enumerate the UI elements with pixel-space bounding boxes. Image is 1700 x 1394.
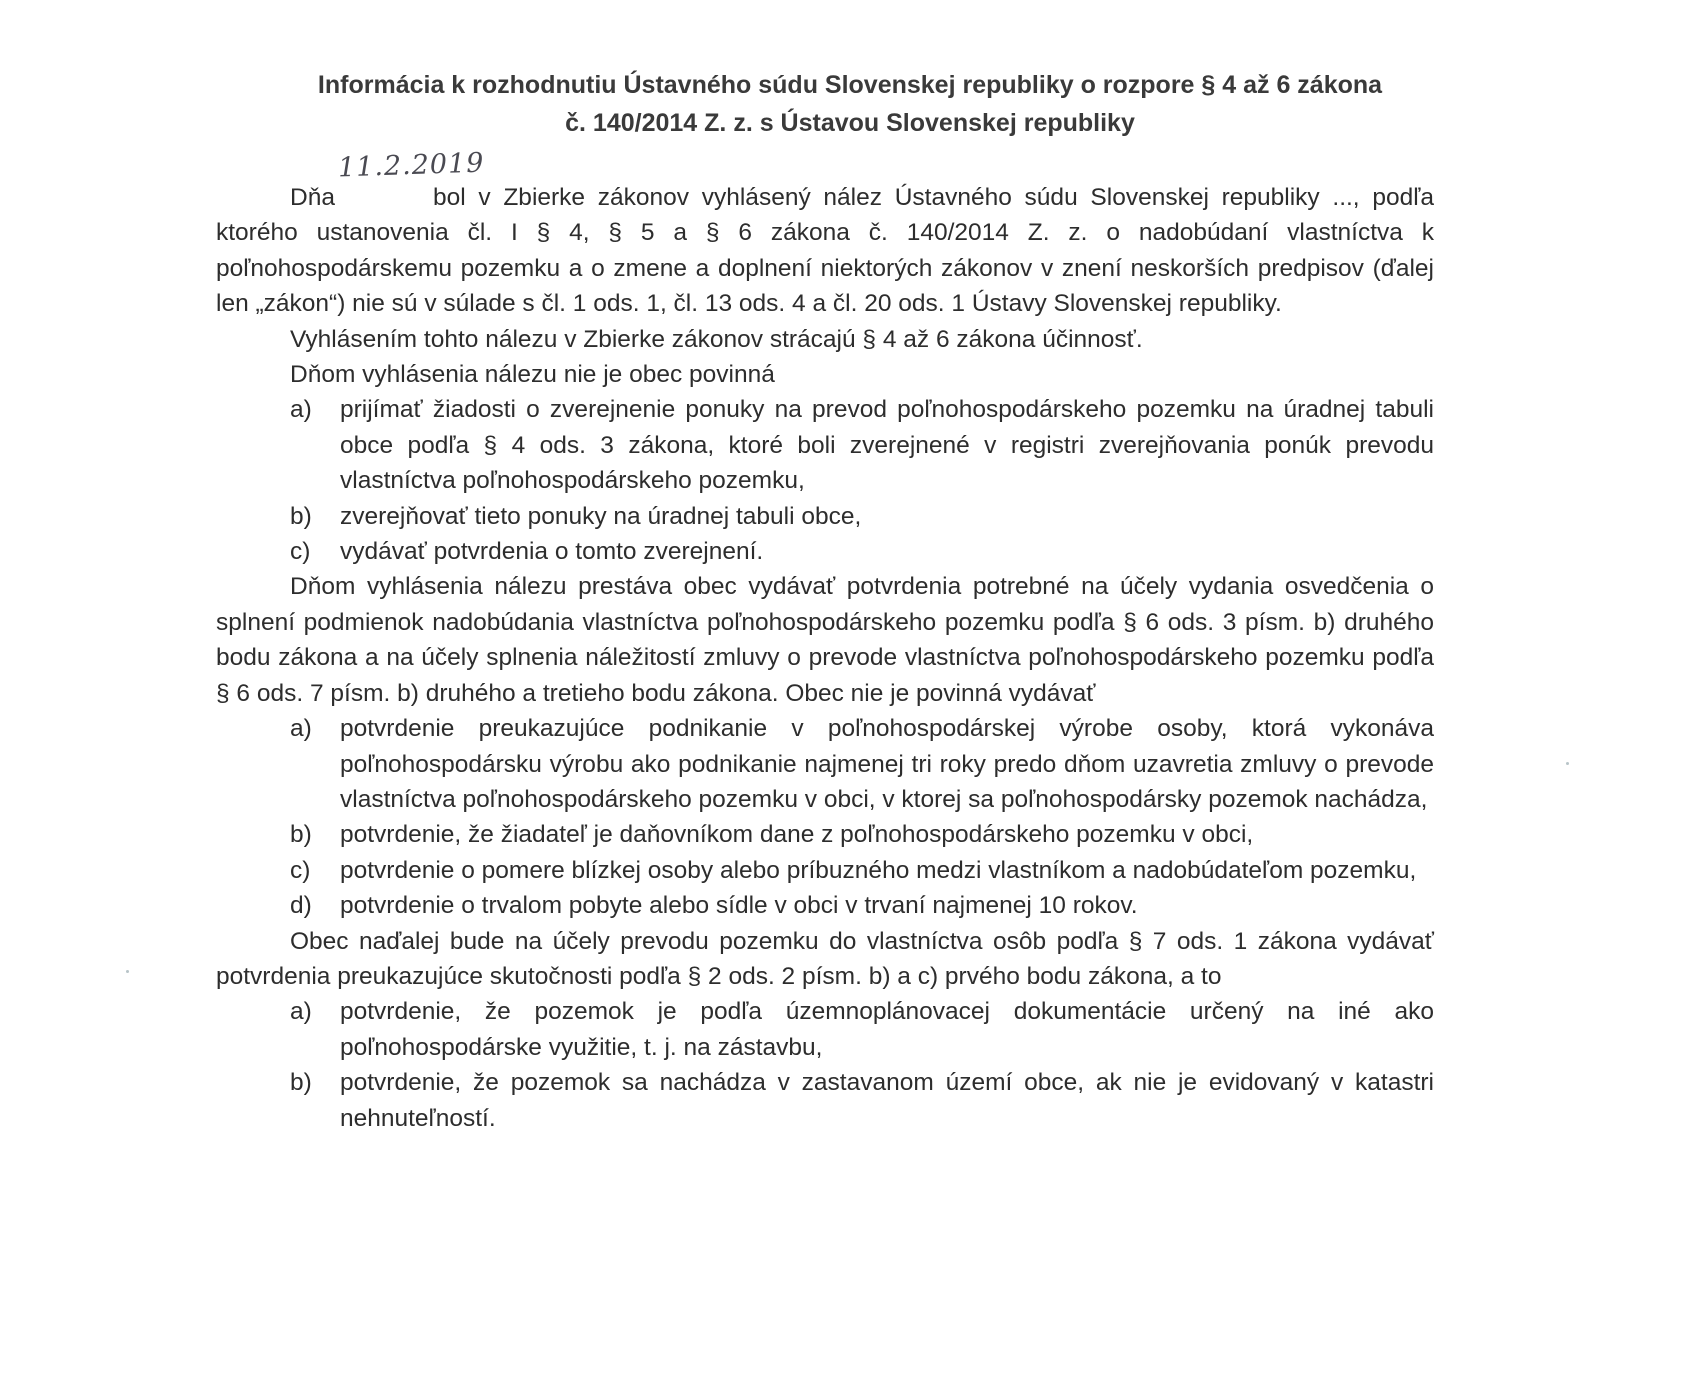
- document-body: [216, 180, 1434, 1136]
- list-item: [216, 499, 1434, 534]
- list-item-text: potvrdenie o trvalom pobyte alebo sídle v obci v trvaní najmenej 10 rokov.: [340, 892, 1138, 920]
- list-item: [216, 994, 1434, 1065]
- title-line-1: Informácia k rozhodnutiu Ústavného súdu Slovenskej republiky o rozpore § 4 až 6 zákona: [317, 71, 1383, 99]
- paragraph-intro-start: Dňa: [290, 184, 335, 211]
- paragraph-effect: Vyhlásením tohto nálezu v Zbierke zákonov strácajú § 4 až 6 zákona účinnosť.: [290, 325, 1143, 353]
- list-item: [216, 853, 1434, 888]
- handwritten-date: 11.2.2019: [337, 147, 485, 184]
- list-item-text: potvrdenie preukazujúce podnikanie v poľnohospodárskej výrobe osoby, ktorá vykonáva poľnohospodársku výrobu ako podnikanie najmenej tri roky predo dňom uzavretia zmluvy o prevode vlastníctva poľnohospodárskeho pozemku v obci, v ktorej sa poľnohospodársky pozemok nachádza,: [340, 715, 1434, 813]
- list-marker: a): [290, 396, 312, 424]
- list-marker: a): [290, 998, 312, 1026]
- list-item: [216, 392, 1434, 498]
- list-marker: c): [290, 538, 311, 566]
- list-item-text: vydávať potvrdenia o tomto zverejnení.: [340, 538, 764, 566]
- list-not-obliged: [216, 392, 1434, 569]
- list-marker: b): [290, 1069, 312, 1097]
- list-marker: b): [290, 821, 312, 849]
- list-item: [216, 534, 1434, 569]
- list-item: [216, 711, 1434, 817]
- list-item-text: zverejňovať tieto ponuky na úradnej tabuli obce,: [340, 502, 862, 530]
- list-item-text: potvrdenie, že žiadateľ je daňovníkom dane z poľnohospodárskeho pozemku v obci,: [340, 821, 1254, 849]
- list-item: [216, 888, 1434, 923]
- list-marker: a): [290, 715, 312, 743]
- list-continues-issuing: [216, 994, 1434, 1136]
- paragraph-stops-issuing: Dňom vyhlásenia nálezu prestáva obec vydávať potvrdenia potrebné na účely vydania osvedčenia o splnení podmienok nadobúdania vlastníctva poľnohospodárskeho pozemku podľa § 6 ods. 3 písm. b) druhého bodu zákona a na účely splnenia náležitostí zmluvy o prevode vlastníctva poľnohospodárskeho pozemku podľa § 6 ods. 7 písm. b) druhého a tretieho bodu zákona. Obec nie je povinná vydávať: [216, 573, 1434, 707]
- list-marker: c): [290, 856, 311, 884]
- scan-speck: [126, 970, 129, 973]
- document-title: [0, 66, 1700, 142]
- list-marker: b): [290, 502, 312, 530]
- list-marker: d): [290, 892, 312, 920]
- list-not-obliged-to-issue: [216, 711, 1434, 923]
- paragraph-continues-issuing: Obec naďalej bude na účely prevodu pozemku do vlastníctva osôb podľa § 7 ods. 1 zákona vydávať potvrdenia preukazujúce skutočnosti podľa § 2 ods. 2 písm. b) a c) prvého bodu zákona, a to: [216, 927, 1434, 990]
- title-line-2: č. 140/2014 Z. z. s Ústavou Slovenskej republiky: [565, 109, 1135, 137]
- paragraph-intro: [216, 180, 1434, 322]
- paragraph-not-obliged: Dňom vyhlásenia nálezu nie je obec povinná: [290, 361, 775, 389]
- list-item: [216, 817, 1434, 852]
- scan-speck: [1566, 762, 1569, 765]
- list-item-text: potvrdenie o pomere blízkej osoby alebo príbuzného medzi vlastníkom a nadobúdateľom pozemku,: [340, 856, 1417, 884]
- list-item-text: potvrdenie, že pozemok je podľa územnoplánovacej dokumentácie určený na iné ako poľnohospodárske využitie, t. j. na zástavbu,: [340, 998, 1434, 1061]
- paragraph-intro-rest: bol v Zbierke zákonov vyhlásený nález Ústavného súdu Slovenskej republiky ..., podľa ktorého ustanovenia čl. I § 4, § 5 a § 6 zákona č. 140/2014 Z. z. o nadobúdaní vlastníctva k poľnohospodárskemu pozemku a o zmene a doplnení niektorých zákonov v znení neskorších predpisov (ďalej len „zákon“) nie sú v súlade s čl. 1 ods. 1, čl. 13 ods. 4 a čl. 20 ods. 1 Ústavy Slovenskej republiky.: [216, 184, 1434, 318]
- list-item-text: potvrdenie, že pozemok sa nachádza v zastavanom území obce, ak nie je evidovaný v katastri nehnuteľností.: [340, 1069, 1434, 1132]
- list-item-text: prijímať žiadosti o zverejnenie ponuky na prevod poľnohospodárskeho pozemku na úradnej tabuli obce podľa § 4 ods. 3 zákona, ktoré boli zverejnené v registri zverejňovania ponúk prevodu vlastníctva poľnohospodárskeho pozemku,: [340, 396, 1434, 495]
- list-item: [216, 1065, 1434, 1136]
